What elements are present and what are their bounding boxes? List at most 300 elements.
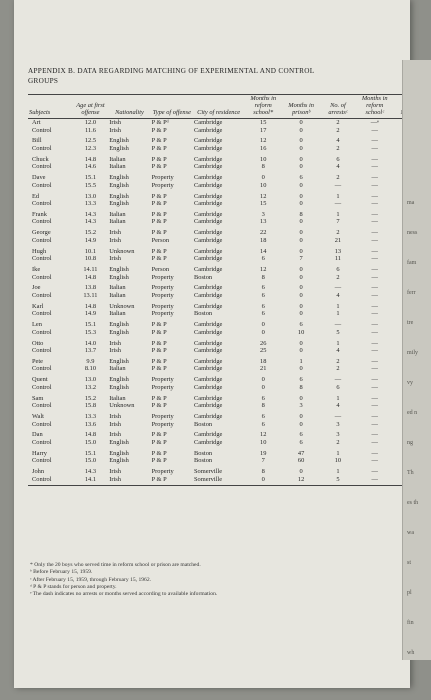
subject-name: Sam (32, 394, 44, 402)
arrest-count: 6 (336, 383, 340, 391)
months-reform-school: 7 (261, 457, 265, 465)
table-row (28, 218, 410, 226)
offense-type: P & P (151, 402, 167, 410)
subject-name: Control (32, 291, 52, 299)
matching-table (28, 94, 410, 486)
months-prison: 6 (299, 438, 303, 446)
nationality: Italian (109, 218, 126, 226)
table-row (28, 355, 410, 366)
arrest-count: — (334, 284, 342, 292)
table-row (28, 318, 410, 329)
table-row (28, 153, 410, 164)
offense-type: Property (151, 383, 174, 391)
months-reform-after: — (371, 192, 378, 200)
arrest-count: — (334, 200, 342, 208)
months-reform-school: 0 (244, 476, 282, 486)
age-at-first-offense: 13.0 (84, 192, 97, 200)
age-at-first-offense: 13.3 (84, 200, 97, 208)
months-prison: 0 (299, 119, 303, 126)
table-row (28, 292, 410, 300)
subject-name: Walt (32, 413, 44, 420)
city-of-residence: Cambridge (193, 218, 223, 226)
arrest-count: 4 (336, 291, 340, 299)
title-line-2: GROUPS (28, 77, 59, 85)
months-prison: 3 (299, 402, 303, 410)
months-prison: 0 (299, 413, 303, 420)
nationality: English (109, 137, 129, 145)
city-of-residence: Cambridge (193, 394, 223, 402)
arrest-count: 5 (336, 328, 340, 336)
nationality: English (109, 438, 129, 446)
table-header-row (28, 95, 410, 119)
subject-name: Hugh (32, 247, 47, 255)
adjacent-page-text: ed n (407, 410, 418, 416)
months-reform-after: — (371, 181, 378, 189)
months-reform-school: 8 (261, 163, 265, 171)
table-row (28, 476, 410, 486)
subject-name: John (32, 468, 45, 476)
title-line-1: APPENDIX B. DATA REGARDING MATCHING OF EXPERIMENTAL AND CONTROL (28, 67, 315, 75)
city-of-residence: Cambridge (193, 247, 223, 255)
offense-type: Property (151, 174, 174, 182)
arrest-count: 6 (336, 155, 340, 163)
months-reform-school: 6 (261, 394, 265, 402)
arrest-count: 11 (334, 255, 341, 263)
months-reform-school: 21 (260, 365, 267, 373)
arrest-count: 4 (336, 137, 340, 145)
months-reform-school: 12 (260, 431, 267, 439)
age-at-first-offense: 15.2 (84, 394, 97, 402)
subject-name: Control (32, 365, 52, 373)
months-reform-school: 12 (260, 266, 267, 273)
subject-name: Karl (32, 302, 44, 310)
nationality: English (109, 449, 129, 457)
city-of-residence: Cambridge (193, 328, 223, 336)
months-reform-school: 0 (261, 376, 265, 384)
months-prison: 0 (299, 236, 303, 244)
age-at-first-offense: 14.1 (73, 476, 109, 486)
offense-type: Property (151, 284, 174, 292)
adjacent-page-text: es th (407, 500, 419, 506)
months-reform-after: — (371, 273, 378, 281)
months-reform-after: — (371, 137, 378, 145)
header-city: City of residence (193, 95, 244, 119)
adjacent-page-text: st (407, 560, 412, 566)
months-reform-after: — (371, 383, 378, 391)
city-of-residence: Cambridge (193, 192, 223, 200)
months-reform-after: — (371, 449, 378, 457)
months-prison: 0 (299, 302, 303, 310)
city-of-residence: Cambridge (193, 137, 223, 145)
offense-type: P & P (151, 247, 167, 255)
city-of-residence: Cambridge (193, 163, 223, 171)
table-row (28, 300, 410, 311)
months-reform-after: — (371, 321, 378, 329)
nationality: English (109, 192, 129, 200)
months-prison: 0 (299, 266, 303, 273)
months-reform-school: 16 (260, 144, 267, 152)
arrest-count: 1 (336, 468, 340, 476)
subject-name: Control (32, 200, 52, 208)
age-at-first-offense: 13.8 (84, 284, 97, 292)
months-reform-school: 22 (260, 229, 267, 237)
offense-type: P & P (151, 365, 167, 373)
subject-name: Control (32, 218, 52, 226)
city-of-residence: Cambridge (193, 402, 223, 410)
table-row (28, 208, 410, 219)
subject-name: Dave (32, 174, 46, 182)
offense-type: P & P (151, 200, 167, 208)
months-reform-after: — (371, 163, 378, 171)
age-at-first-offense: 12.3 (84, 144, 97, 152)
adjacent-page-text: mily (407, 350, 419, 356)
months-prison: 0 (299, 394, 303, 402)
arrest-count: 4 (336, 402, 340, 410)
months-reform-school: 8 (261, 273, 265, 281)
arrest-count: 2 (336, 357, 340, 365)
age-at-first-offense: 9.9 (86, 357, 95, 365)
subject-name: Dan (32, 431, 43, 439)
months-reform-school: 6 (261, 255, 265, 263)
months-reform-after: — (371, 328, 378, 336)
city-of-residence: Boston (193, 449, 213, 457)
appendix-title (28, 66, 410, 86)
table-row (28, 226, 410, 237)
months-reform-school: 6 (261, 291, 265, 299)
subject-name: Control (28, 476, 73, 486)
footnote: ᵈ P & P stands for person and property. (30, 583, 117, 590)
city-of-residence: Cambridge (193, 365, 223, 373)
nationality: Irish (109, 119, 121, 126)
months-reform-after: — (371, 229, 378, 237)
offense-type: P & P (151, 394, 167, 402)
age-at-first-offense: 14.8 (84, 155, 97, 163)
city-of-residence: Cambridge (193, 155, 223, 163)
offense-type: P & P (151, 155, 167, 163)
arrest-count: 1 (336, 192, 340, 200)
months-prison: 0 (299, 137, 303, 145)
table-body (28, 119, 410, 486)
age-at-first-offense: 10.1 (84, 247, 97, 255)
table-row (28, 237, 410, 245)
arrest-count: 1 (336, 310, 340, 318)
months-prison: 0 (299, 468, 303, 476)
offense-type: P & P (151, 126, 167, 134)
adjacent-page-text: wa (407, 530, 414, 536)
city-of-residence: Cambridge (193, 174, 223, 182)
city-of-residence: Boston (193, 273, 213, 281)
months-reform-after: — (371, 218, 378, 226)
months-prison: 0 (299, 310, 303, 318)
arrest-count: 13 (334, 247, 342, 255)
age-at-first-offense: 13.0 (84, 376, 97, 384)
months-prison: 0 (299, 339, 303, 347)
city-of-residence: Cambridge (193, 347, 223, 355)
subject-name: Frank (32, 210, 47, 218)
offense-type: P & P (151, 339, 167, 347)
table-row (28, 200, 410, 208)
table-row (28, 134, 410, 145)
months-prison: 0 (299, 420, 303, 428)
age-at-first-offense: 15.2 (84, 229, 97, 237)
subject-name: Control (32, 420, 52, 428)
months-prison: 60 (297, 457, 305, 465)
nationality: English (109, 383, 129, 391)
table-row (28, 189, 410, 200)
city-of-residence: Cambridge (193, 229, 223, 237)
months-reform-school: 10 (260, 181, 267, 189)
table-row (28, 263, 410, 274)
months-reform-after: — (371, 402, 378, 410)
age-at-first-offense: 14.9 (84, 236, 97, 244)
months-reform-school: 12 (260, 137, 267, 145)
header-arrests: No. of arrestsᶜ (320, 95, 356, 119)
header-months-reform-after: Months in reform schoolᶜ (356, 95, 394, 119)
months-reform-after: — (371, 347, 378, 355)
months-prison: 6 (299, 376, 303, 384)
subject-name: Control (32, 163, 52, 171)
footnote: ᵉ The dash indicates no arrests or months served according to available information. (30, 591, 218, 598)
nationality: Irish (109, 229, 121, 237)
nationality: English (109, 273, 129, 281)
footnotes (30, 562, 410, 598)
offense-type: Property (151, 413, 174, 420)
arrest-count: 4 (336, 347, 340, 355)
table-row (28, 145, 410, 153)
table-row (28, 347, 410, 355)
offense-type: P & P (151, 163, 167, 171)
table-row (28, 329, 410, 337)
table-row (28, 310, 410, 318)
table-row (28, 457, 410, 465)
months-reform-school: 6 (261, 310, 265, 318)
subject-name: Control (32, 144, 52, 152)
city-of-residence: Cambridge (193, 181, 223, 189)
months-prison: 0 (299, 291, 303, 299)
nationality: Italian (109, 394, 126, 402)
city-of-residence: Cambridge (193, 144, 223, 152)
months-reform-school: 15 (260, 200, 267, 208)
age-at-first-offense: 14.3 (84, 218, 97, 226)
months-reform-school: 8 (261, 468, 265, 476)
arrest-count: 1 (336, 449, 340, 457)
arrest-count: 1 (336, 339, 340, 347)
months-reform-after: — (371, 247, 378, 255)
age-at-first-offense: 13.11 (83, 291, 98, 299)
months-prison: 7 (299, 255, 303, 263)
header-months-reform: Months in reform school* (244, 95, 282, 119)
city-of-residence: Boston (193, 457, 213, 465)
subject-name: Len (32, 321, 42, 329)
months-reform-after: — (371, 357, 378, 365)
subject-name: Control (32, 402, 52, 410)
city-of-residence: Cambridge (193, 438, 223, 446)
months-prison: 6 (299, 431, 303, 439)
nationality: Italian (109, 365, 126, 373)
arrest-count: 3 (336, 431, 340, 439)
months-reform-school: 18 (260, 357, 267, 365)
subject-name: Control (32, 273, 52, 281)
arrest-count: — (334, 376, 342, 384)
offense-type: Person (151, 236, 170, 244)
nationality: English (109, 457, 129, 465)
table-row (28, 428, 410, 439)
nationality: Irish (108, 476, 150, 486)
nationality: English (109, 174, 129, 182)
nationality: Irish (109, 236, 121, 244)
offense-type: P & P (151, 449, 167, 457)
age-at-first-offense: 14.11 (83, 266, 98, 273)
nationality: English (109, 357, 129, 365)
nationality: Unknown (109, 402, 135, 410)
months-reform-school: 13 (260, 218, 267, 226)
table-row (28, 384, 410, 392)
city-of-residence: Cambridge (193, 284, 223, 292)
table-row (28, 127, 410, 135)
months-reform-after: — (371, 376, 378, 384)
table-row (28, 274, 410, 282)
months-prison: 0 (299, 163, 303, 171)
arrest-count: 3 (336, 420, 340, 428)
months-reform-school: 26 (260, 339, 267, 347)
nationality: English (109, 328, 129, 336)
subject-name: Control (32, 347, 52, 355)
nationality: Italian (109, 284, 126, 292)
months-reform-after: — (371, 266, 378, 273)
months-prison: 0 (299, 247, 303, 255)
offense-type: Property (151, 468, 174, 476)
adjacent-page-text: fin (407, 620, 414, 626)
nationality: English (109, 321, 129, 329)
months-prison: 8 (299, 383, 303, 391)
subject-name: Control (32, 236, 52, 244)
arrest-count: 2 (336, 438, 340, 446)
adjacent-page-edge (402, 60, 431, 660)
months-reform-school: 0 (261, 383, 265, 391)
months-reform-after: — (371, 468, 378, 476)
offense-type: P & P (151, 137, 167, 145)
table-row (28, 421, 410, 429)
months-reform-after: — (371, 284, 378, 292)
age-at-first-offense: 15.0 (84, 457, 97, 465)
offense-type: P & P (151, 192, 167, 200)
offense-type: Property (151, 310, 174, 318)
months-prison: 0 (299, 229, 303, 237)
months-prison: 0 (299, 192, 303, 200)
age-at-first-offense: 15.3 (84, 328, 97, 336)
age-at-first-offense: 14.8 (84, 273, 97, 281)
adjacent-page-text: ferr (407, 290, 416, 296)
months-reform-after: — (371, 210, 378, 218)
city-of-residence: Somerville (193, 468, 223, 476)
months-reform-school: 6 (261, 413, 265, 420)
age-at-first-offense: 12.0 (84, 119, 97, 126)
months-prison: 10 (297, 328, 305, 336)
months-reform-after: — (371, 339, 378, 347)
offense-type: P & P (151, 357, 167, 365)
subject-name: Joe (32, 284, 41, 292)
age-at-first-offense: 15.8 (84, 402, 97, 410)
offense-type: Property (151, 420, 174, 428)
city-of-residence: Cambridge (193, 357, 223, 365)
footnote: ᶜ After February 15, 1959, through February 15, 1962. (30, 576, 152, 583)
offense-type: Property (151, 376, 174, 384)
age-at-first-offense: 14.3 (84, 210, 97, 218)
months-reform-after: — (371, 302, 378, 310)
nationality: Irish (109, 255, 121, 263)
subject-name: Control (32, 181, 52, 189)
subject-name: Quent (32, 376, 48, 384)
months-reform-school: 25 (260, 347, 267, 355)
months-reform-after: — (371, 236, 378, 244)
age-at-first-offense: 13.6 (84, 420, 97, 428)
arrest-count: 2 (336, 273, 340, 281)
nationality: English (109, 181, 129, 189)
months-reform-after: — (371, 413, 378, 420)
table-row (28, 439, 410, 447)
months-reform-after: — (371, 174, 378, 182)
months-reform-school: 10 (260, 155, 267, 163)
city-of-residence: Boston (193, 310, 213, 318)
nationality: Unknown (109, 302, 135, 310)
city-of-residence: Cambridge (193, 431, 223, 439)
months-reform-school: 19 (260, 449, 267, 457)
city-of-residence: Cambridge (193, 266, 223, 273)
age-at-first-offense: 15.1 (84, 174, 97, 182)
months-prison: 0 (299, 126, 303, 134)
nationality: Irish (109, 420, 121, 428)
table-row (28, 244, 410, 255)
nationality: Unknown (109, 247, 135, 255)
months-reform-school: 3 (261, 210, 265, 218)
months-reform-after: — (371, 155, 378, 163)
city-of-residence: Cambridge (193, 236, 223, 244)
months-reform-school: 14 (260, 247, 267, 255)
arrest-count: — (334, 181, 342, 189)
offense-type: Person (151, 266, 170, 273)
months-reform-school: 15 (260, 119, 267, 126)
table-row (28, 391, 410, 402)
table-row (28, 373, 410, 384)
months-reform-after: — (356, 476, 394, 486)
subject-name: Art (32, 119, 41, 126)
table-row (28, 119, 410, 127)
months-reform-school: 17 (260, 126, 267, 134)
table-row (28, 255, 410, 263)
offense-type: P & P (151, 457, 167, 465)
arrest-count: 6 (336, 266, 340, 273)
footnote: ᵇ Before February 15, 1959. (30, 569, 93, 576)
subject-name: Control (32, 255, 52, 263)
arrest-count: 2 (336, 229, 340, 237)
arrest-count: 1 (336, 394, 340, 402)
months-prison: 0 (299, 273, 303, 281)
months-prison: 6 (299, 321, 303, 329)
months-reform-school: 10 (260, 438, 267, 446)
nationality: Irish (109, 126, 121, 134)
adjacent-page-text: fam (407, 260, 417, 266)
offense-type: P & P (151, 144, 167, 152)
nationality: Irish (109, 413, 121, 420)
months-reform-after: — (371, 365, 378, 373)
adjacent-page-text: Th (407, 470, 414, 476)
book-page (14, 0, 410, 688)
age-at-first-offense: 15.1 (84, 449, 97, 457)
offense-type: Property (151, 291, 174, 299)
months-reform-after: — (371, 394, 378, 402)
city-of-residence: Cambridge (193, 321, 223, 329)
months-reform-after: — (371, 457, 378, 465)
